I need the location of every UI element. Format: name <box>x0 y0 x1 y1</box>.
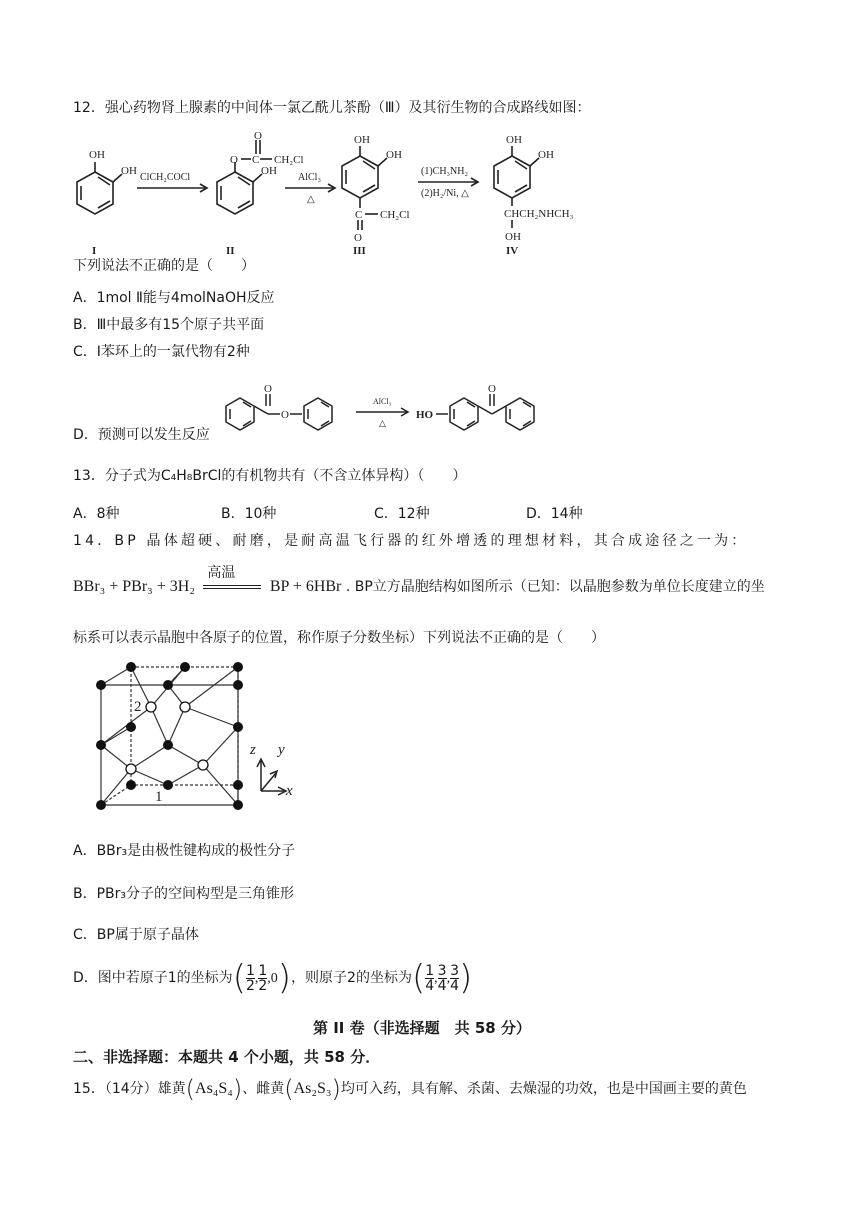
oh-label: OH <box>261 165 277 177</box>
coord2-y: $\frac{3}{4}$ <box>437 962 447 994</box>
q12-question: 下列说法不正确的是（ ） <box>73 258 255 274</box>
q13-option-d: D．14种 <box>526 506 583 522</box>
o-label: O <box>354 232 362 244</box>
q13-option-a: A．8种 <box>73 506 120 522</box>
q13-option-c: C．12种 <box>374 506 430 522</box>
compound-label-ii: II <box>226 245 235 257</box>
ch2cl-label: CH₂Cl <box>380 209 410 221</box>
atom-2-label: 2 <box>134 699 142 715</box>
q14-option-b: B．PBr₃分子的空间构型是三角锥形 <box>73 886 295 902</box>
atom-1-label: 1 <box>155 789 163 805</box>
o-label: O <box>281 409 289 421</box>
q14-option-d: D．图中若原子1的坐标为( $\frac{1}{2}$ , $\frac{1}{2}$ ,0)，则原子2的坐标为( $\frac{1}{4}$ , $\frac{3}{4}$ , $\frac{3}{4}$ ) <box>73 958 473 998</box>
c-label: C <box>252 154 260 166</box>
reagent-2: AlCl₃ <box>298 172 321 183</box>
reagent-3a: (1)CH₃NH₂ <box>421 166 468 177</box>
equation-left: BBr₃ + PBr₃ + 3H₂ <box>73 578 195 595</box>
oh-label: OH <box>538 149 554 161</box>
reaction-d-condition: △ <box>379 418 386 428</box>
axis-y-label: y <box>278 742 285 758</box>
formula-as4s4: As₄S₄ <box>195 1080 233 1097</box>
q14-equation <box>73 565 765 597</box>
q12-option-d-reaction <box>218 380 558 440</box>
reagent-2-condition: △ <box>307 194 315 205</box>
q14-stem-line1: 14．BP 晶体超硬、耐磨，是耐高温飞行器的红外增透的理想材料，其合成途径之一为： <box>73 533 749 549</box>
q15-stem: 15．（14分）雄黄(As₄S₄)、雌黄(As₂S₃)均可入药，具有解、杀菌、去燥湿的功效，也是中国画主要的黄色 <box>73 1075 747 1103</box>
q14-crystal-cell-figure <box>88 655 328 825</box>
coord2-x: $\frac{1}{4}$ <box>425 962 435 994</box>
q14-stem-line2: . BP立方晶胞结构如图所示（已知：以晶胞参数为单位长度建立的坐 <box>345 579 765 595</box>
o-label: O <box>264 383 272 395</box>
ch2cl-label: CH₂Cl <box>274 154 304 166</box>
q12-option-a: A．1mol Ⅱ能与4molNaOH反应 <box>73 290 275 306</box>
section-subtitle: 二、非选择题：本题共 4 个小题，共 58 分． <box>73 1048 381 1066</box>
q14-stem-line3: 标系可以表示晶胞中各原子的位置，称作原子分数坐标）下列说法不正确的是（ ） <box>73 630 605 646</box>
o-label: O <box>488 383 496 395</box>
formula-as2s3: As₂S₃ <box>293 1080 332 1097</box>
compound-label-iv: IV <box>506 245 519 257</box>
section-title: 第 II 卷（非选择题 共 58 分） <box>313 1019 531 1037</box>
q12-synthesis-scheme <box>0 130 860 260</box>
q14-option-c: C．BP属于原子晶体 <box>73 927 199 943</box>
c-label: C <box>355 209 363 221</box>
q12-option-b: B．Ⅲ中最多有15个原子共平面 <box>73 317 265 333</box>
q15-text-a: 15．（14分）雄黄 <box>73 1081 186 1097</box>
q13-stem: 13．分子式为C₄H₈BrCl的有机物共有（不含立体异构）（ ） <box>73 468 467 484</box>
coord1-z: 0 <box>270 971 278 986</box>
q12-stem: 12．强心药物肾上腺素的中间体一氯乙酰儿茶酚（Ⅲ）及其衍生物的合成路线如图： <box>73 100 591 116</box>
o-label: O <box>254 130 262 142</box>
axis-z-label: z <box>250 742 256 758</box>
oh-label: OH <box>121 165 137 177</box>
q13-option-b: B．10种 <box>221 506 277 522</box>
chain-iv-label: CHCH₂NHCH₃ <box>504 208 574 220</box>
reagent-1: ClCH₂COCl <box>140 172 191 183</box>
compound-label-iii: III <box>353 245 366 257</box>
q14-option-a: A．BBr₃是由极性键构成的极性分子 <box>73 843 296 859</box>
axis-x-label: x <box>286 783 293 799</box>
ho-label: HO <box>416 409 434 421</box>
equation-arrow <box>203 565 261 589</box>
q12-option-c: C．I苯环上的一氯代物有2种 <box>73 344 250 360</box>
coord1-y: $\frac{1}{2}$ <box>258 962 268 994</box>
option-d-mid: ，则原子2的坐标为 <box>291 970 412 986</box>
coord2-z: $\frac{3}{4}$ <box>450 962 460 994</box>
oh-label: OH <box>89 149 105 161</box>
option-d-prefix: D．图中若原子1的坐标为 <box>73 970 233 986</box>
equation-right: BP + 6HBr <box>269 578 342 595</box>
oh-label: OH <box>354 134 370 146</box>
o-label: O <box>230 154 238 166</box>
q12-option-d: D．预测可以发生反应 <box>73 427 210 443</box>
oh-label: OH <box>386 149 402 161</box>
oh-label: OH <box>505 231 521 243</box>
reagent-3b: (2)H₂/Ni, △ <box>421 188 469 199</box>
q15-text-b: 、雌黄 <box>242 1081 285 1097</box>
compound-label-i: I <box>92 245 97 257</box>
oh-label: OH <box>506 134 522 146</box>
reaction-d-reagent: AlCl₃ <box>373 397 392 406</box>
equation-condition: 高温 <box>207 565 236 581</box>
coord1-x: $\frac{1}{2}$ <box>245 962 255 994</box>
q15-text-c: 均可入药，具有解、杀菌、去燥湿的功效，也是中国画主要的黄色 <box>340 1081 747 1097</box>
